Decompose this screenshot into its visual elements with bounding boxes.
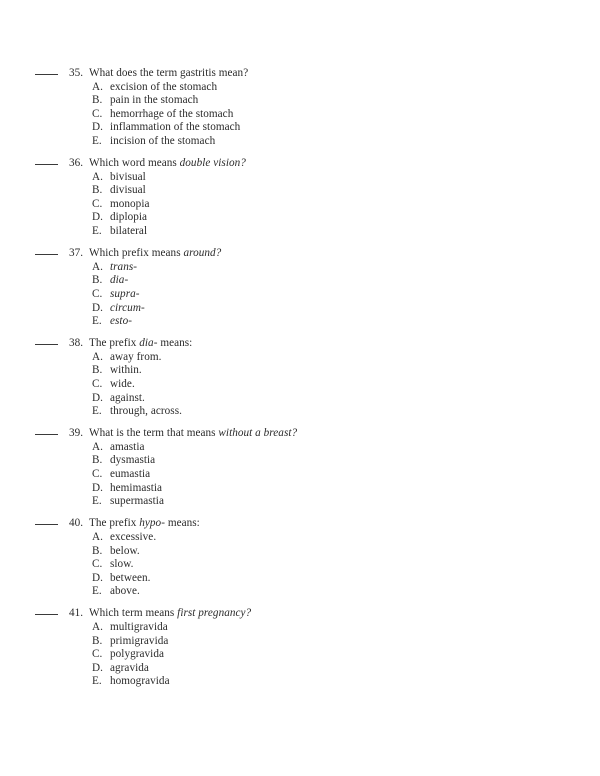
option-text: diplopia [110, 211, 148, 224]
option-text: inflammation of the stomach [110, 121, 241, 134]
option-letter: E. [92, 315, 102, 328]
question-block [35, 246, 560, 329]
question-line [35, 156, 560, 171]
option-text: slow. [110, 558, 134, 571]
option-letter: E. [92, 225, 102, 238]
option-row[interactable] [35, 94, 560, 108]
option-text: incision of the stomach [110, 134, 216, 147]
question-block [35, 426, 560, 509]
option-letter: B. [92, 274, 103, 287]
question-block [35, 336, 560, 419]
option-list [35, 81, 560, 149]
option-text: above. [110, 585, 140, 598]
option-text: bivisual [110, 170, 146, 183]
question-line [35, 426, 560, 441]
question-number: 37. [69, 247, 83, 260]
option-text: esto- [110, 315, 132, 328]
question-block [35, 606, 560, 689]
answer-blank-field[interactable] [35, 425, 58, 435]
option-row[interactable] [35, 378, 560, 392]
option-text: eumastia [110, 468, 151, 481]
option-row[interactable] [35, 121, 560, 135]
question-line [35, 66, 560, 81]
question-line [35, 336, 560, 351]
option-list [35, 171, 560, 239]
option-text: between. [110, 571, 151, 584]
option-text: below. [110, 544, 140, 557]
option-list [35, 351, 560, 419]
option-row[interactable] [35, 675, 560, 689]
option-text: homogravida [110, 675, 170, 688]
option-letter: A. [92, 260, 103, 273]
option-letter: D. [92, 661, 103, 674]
option-row[interactable] [35, 635, 560, 649]
question-stem-emphasis: without a breast? [218, 427, 298, 440]
option-text: primigravida [110, 634, 169, 647]
question-stem-text: What is the term that means [89, 427, 219, 440]
option-letter: B. [92, 94, 103, 107]
question-stem-emphasis: hypo- [139, 517, 165, 530]
option-letter: A. [92, 170, 103, 183]
option-text: through, across. [110, 405, 182, 418]
option-letter: D. [92, 121, 103, 134]
option-text: trans- [110, 260, 138, 273]
option-row[interactable] [35, 315, 560, 329]
option-letter: C. [92, 468, 103, 481]
option-text: monopia [110, 197, 150, 210]
question-number: 38. [69, 337, 83, 350]
question-list [35, 66, 560, 689]
answer-blank-field[interactable] [35, 245, 58, 255]
option-row[interactable] [35, 108, 560, 122]
option-letter: D. [92, 391, 103, 404]
option-row[interactable] [35, 81, 560, 95]
option-text: supermastia [110, 495, 164, 508]
question-stem [89, 337, 192, 351]
option-text: agravida [110, 661, 149, 674]
question-stem-text: Which word means [89, 157, 180, 170]
answer-blank-field[interactable] [35, 605, 58, 615]
question-stem-emphasis: around? [183, 247, 222, 260]
option-row[interactable] [35, 405, 560, 419]
option-row[interactable] [35, 495, 560, 509]
option-row[interactable] [35, 572, 560, 586]
question-number: 40. [69, 517, 83, 530]
option-letter: B. [92, 544, 103, 557]
question-stem [89, 157, 246, 171]
option-text: against. [110, 391, 145, 404]
question-stem [89, 67, 248, 81]
option-letter: D. [92, 571, 103, 584]
option-row[interactable] [35, 364, 560, 378]
question-stem [89, 247, 221, 261]
option-letter: C. [92, 377, 103, 390]
option-row[interactable] [35, 621, 560, 635]
option-letter: C. [92, 648, 103, 661]
option-row[interactable] [35, 468, 560, 482]
option-text: supra- [110, 287, 140, 300]
question-number: 36. [69, 157, 83, 170]
option-row[interactable] [35, 351, 560, 365]
option-letter: B. [92, 454, 103, 467]
question-block [35, 516, 560, 599]
option-text: polygravida [110, 648, 164, 661]
question-line [35, 516, 560, 531]
option-text: amastia [110, 440, 145, 453]
question-block [35, 66, 560, 149]
option-letter: C. [92, 107, 103, 120]
option-letter: E. [92, 675, 102, 688]
option-text: away from. [110, 350, 162, 363]
option-letter: E. [92, 585, 102, 598]
option-list [35, 531, 560, 599]
option-row[interactable] [35, 454, 560, 468]
option-letter: B. [92, 184, 103, 197]
answer-blank-field[interactable] [35, 335, 58, 345]
option-text: hemorrhage of the stomach [110, 107, 234, 120]
option-text: dysmastia [110, 454, 156, 467]
option-letter: C. [92, 197, 103, 210]
option-text: bilateral [110, 225, 148, 238]
question-stem-text: means: [164, 517, 200, 530]
option-row[interactable] [35, 545, 560, 559]
question-stem-emphasis: dia- [139, 337, 158, 350]
option-row[interactable] [35, 585, 560, 599]
option-row[interactable] [35, 558, 560, 572]
question-stem [89, 517, 200, 531]
question-stem [89, 427, 297, 441]
option-letter: D. [92, 481, 103, 494]
question-number: 35. [69, 67, 83, 79]
option-row[interactable] [35, 171, 560, 185]
option-row[interactable] [35, 288, 560, 302]
question-stem-text: Which prefix means [89, 247, 184, 260]
option-letter: B. [92, 634, 103, 647]
question-stem-text: Which term means [89, 607, 178, 620]
option-letter: D. [92, 211, 103, 224]
question-line [35, 606, 560, 621]
option-text: excessive. [110, 530, 157, 543]
option-list [35, 441, 560, 509]
option-row[interactable] [35, 392, 560, 406]
option-letter: A. [92, 80, 103, 93]
option-text: excision of the stomach [110, 80, 218, 93]
question-stem-text: means: [157, 337, 193, 350]
option-letter: A. [92, 440, 103, 453]
option-text: divisual [110, 184, 146, 197]
answer-blank-field[interactable] [35, 65, 58, 75]
option-letter: B. [92, 364, 103, 377]
option-letter: E. [92, 134, 102, 147]
option-row[interactable] [35, 482, 560, 496]
question-stem-emphasis: double vision? [179, 157, 246, 170]
option-row[interactable] [35, 261, 560, 275]
option-text: pain in the stomach [110, 94, 199, 107]
question-stem-text: What does the term gastritis mean? [89, 67, 249, 79]
option-letter: E. [92, 405, 102, 418]
option-row[interactable] [35, 211, 560, 225]
option-list [35, 621, 560, 689]
option-text: within. [110, 364, 142, 377]
option-list [35, 261, 560, 329]
answer-blank-field[interactable] [35, 515, 58, 525]
option-row[interactable] [35, 184, 560, 198]
question-stem-emphasis: first pregnancy? [177, 607, 252, 620]
option-letter: C. [92, 558, 103, 571]
option-letter: E. [92, 495, 102, 508]
option-row[interactable] [35, 135, 560, 149]
option-text: circum- [110, 301, 145, 314]
option-letter: C. [92, 287, 103, 300]
option-row[interactable] [35, 274, 560, 288]
question-block [35, 156, 560, 239]
option-row[interactable] [35, 302, 560, 316]
option-letter: A. [92, 530, 103, 543]
question-stem-text: The prefix [89, 337, 140, 350]
option-text: wide. [110, 377, 135, 390]
option-row[interactable] [35, 225, 560, 239]
question-stem-text: The prefix [89, 517, 140, 530]
option-text: dia- [110, 274, 129, 287]
option-row[interactable] [35, 662, 560, 676]
option-letter: D. [92, 301, 103, 314]
question-line [35, 246, 560, 261]
option-row[interactable] [35, 198, 560, 212]
option-row[interactable] [35, 441, 560, 455]
option-letter: A. [92, 350, 103, 363]
question-stem [89, 607, 251, 621]
option-row[interactable] [35, 531, 560, 545]
question-number: 41. [69, 607, 83, 620]
option-letter: A. [92, 620, 103, 633]
answer-blank-field[interactable] [35, 155, 58, 165]
option-text: hemimastia [110, 481, 163, 494]
option-text: multigravida [110, 620, 168, 633]
option-row[interactable] [35, 648, 560, 662]
question-number: 39. [69, 427, 83, 440]
